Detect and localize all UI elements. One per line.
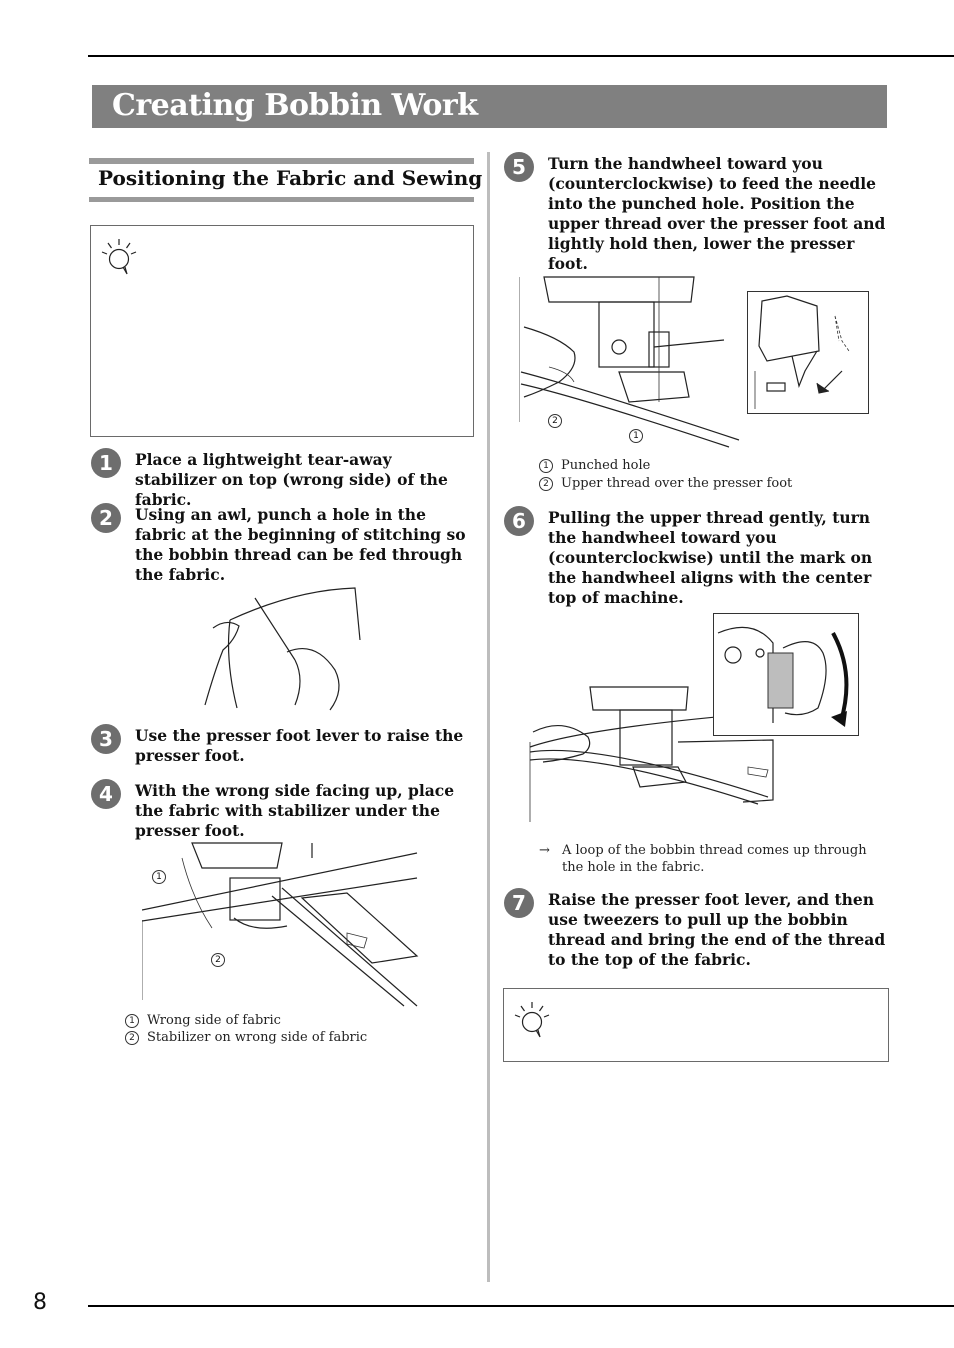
note-box — [90, 225, 474, 437]
figure-caption — [125, 1029, 367, 1046]
callout-number: 1 — [629, 429, 643, 443]
result-text: A loop of the bobbin thread comes up through the hole in the fabric. — [562, 843, 867, 875]
needle-detail-inset — [747, 291, 869, 414]
figure-caption — [539, 475, 792, 492]
step-number: 6 — [504, 506, 534, 536]
step-text: Turn the handwheel toward you (counterclockwise) to feed the needle into the punched hole. Position the upper thread over the presser foot and lightly hold then, lower the presser foot. — [548, 154, 886, 273]
step-text: Raise the presser foot lever, and then use tweezers to pull up the bobbin thread and bring the end of the thread to the top of the fabric. — [548, 890, 886, 969]
result-arrow: → — [539, 843, 550, 858]
figure-caption — [539, 457, 650, 474]
caption-text: Upper thread over the presser foot — [561, 476, 793, 491]
lightbulb-note-icon — [99, 236, 139, 276]
section-rule-top — [89, 158, 474, 164]
awl-illustration — [195, 580, 370, 715]
note-box — [503, 988, 889, 1062]
step-number: 7 — [504, 888, 534, 918]
section-title: Positioning the Fabric and Sewing — [98, 166, 483, 190]
handwheel-detail-inset — [713, 613, 859, 736]
page-number: 8 — [33, 1290, 47, 1315]
caption-text: Punched hole — [561, 458, 651, 473]
caption-number: 2 — [539, 477, 553, 491]
step-text: Place a lightweight tear-away stabilizer on top (wrong side) of the fabric. — [135, 450, 448, 509]
step-number: 1 — [91, 448, 121, 478]
result-caption — [539, 842, 884, 876]
caption-text: Stabilizer on wrong side of fabric — [147, 1030, 368, 1045]
step-text: Pulling the upper thread gently, turn the handwheel toward you (counterclockwise) until the mark on the handwheel aligns with the center top of machine. — [548, 508, 873, 607]
step-text: Using an awl, punch a hole in the fabric at the beginning of stitching so the bobbin thread can be fed through the fabric. — [135, 505, 466, 584]
section-rule-bottom — [89, 197, 474, 202]
caption-number: 1 — [539, 459, 553, 473]
callout-number: 1 — [152, 870, 166, 884]
step-text: With the wrong side facing up, place the fabric with stabilizer under the presser foot. — [135, 781, 455, 840]
step-number: 5 — [504, 152, 534, 182]
lightbulb-note-icon — [512, 999, 552, 1039]
column-separator — [487, 152, 490, 1282]
figure-caption — [125, 1012, 281, 1029]
callout-number: 2 — [548, 414, 562, 428]
callout-number: 2 — [211, 953, 225, 967]
fabric-under-foot-illustration — [142, 838, 422, 1008]
step-number: 2 — [91, 503, 121, 533]
page-title: Creating Bobbin Work — [112, 88, 478, 123]
step-number: 3 — [91, 724, 121, 754]
step-text: Use the presser foot lever to raise the presser foot. — [135, 726, 464, 765]
caption-text: Wrong side of fabric — [147, 1013, 281, 1028]
caption-number: 2 — [125, 1031, 139, 1045]
top-rule — [88, 55, 954, 57]
step-number: 4 — [91, 779, 121, 809]
caption-number: 1 — [125, 1014, 139, 1028]
bottom-rule — [88, 1305, 954, 1307]
